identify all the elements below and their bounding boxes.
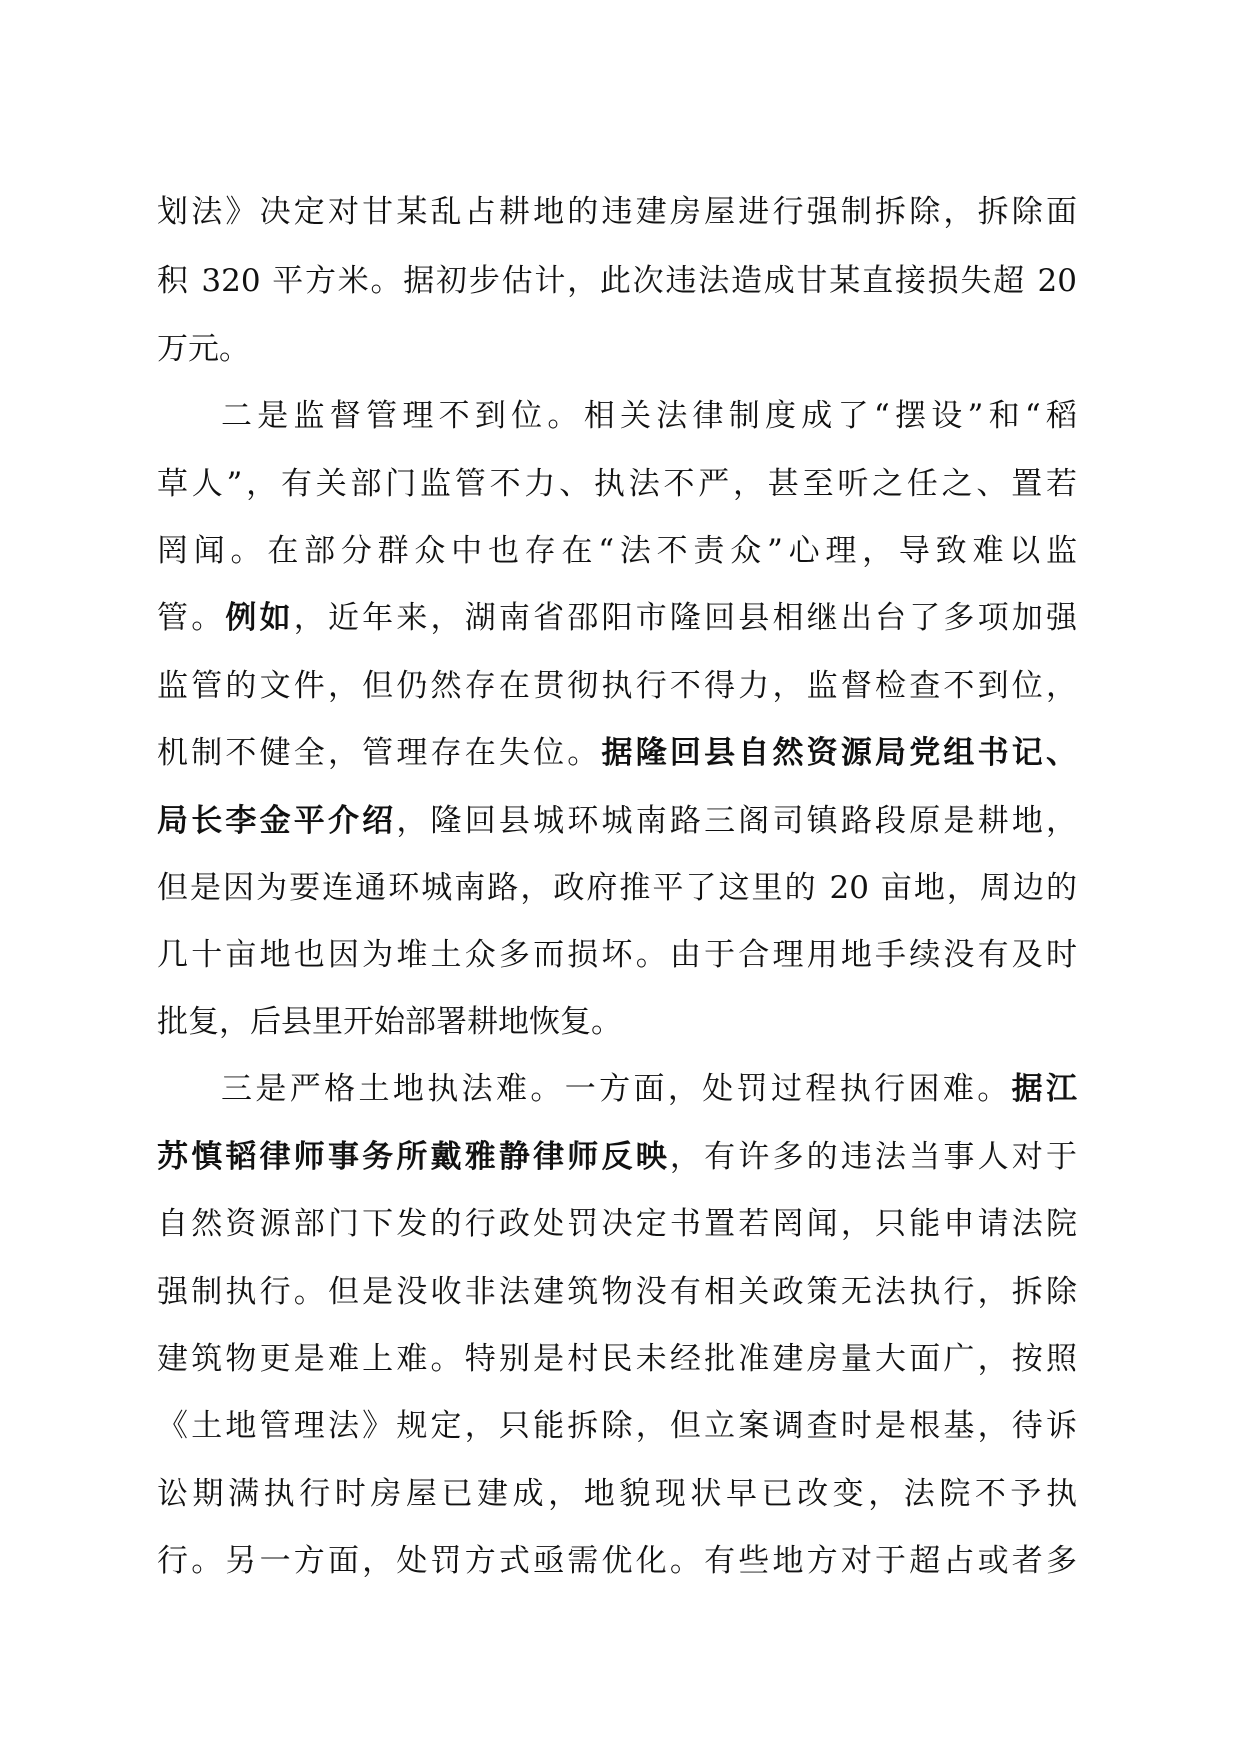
bold-text-run: 据隆回县自然资源局党组书记、 xyxy=(601,735,1077,771)
paragraph-line xyxy=(157,795,1077,847)
text-run: 《土地管理法》规定，只能拆除，但立案调查时是根基，待诉 xyxy=(157,1408,1077,1444)
text-run: 但是因为要连通环城南路，政府推平了这里的 20 亩地，周边的 xyxy=(157,870,1077,906)
text-run: ，近年来，湖南省邵阳市隆回县相继出台了多项加强 xyxy=(293,600,1078,636)
paragraph-line xyxy=(157,1266,1077,1318)
paragraph-line xyxy=(157,186,1077,238)
paragraph-line xyxy=(157,1131,1077,1183)
text-run: 批复，后县里开始部署耕地恢复。 xyxy=(157,1004,622,1040)
paragraph-line xyxy=(157,1468,1077,1520)
paragraph-line xyxy=(157,727,1077,779)
text-run: 积 320 平方米。据初步估计，此次违法造成甘某直接损失超 20 xyxy=(157,263,1077,299)
text-run: 二是监督管理不到位。相关法律制度成了“摆设”和“稻 xyxy=(221,398,1077,434)
text-run: 划法》决定对甘某乱占耕地的违建房屋进行强制拆除，拆除面 xyxy=(157,194,1077,230)
paragraph-line xyxy=(157,1333,1077,1385)
text-run: 建筑物更是难上难。特别是村民未经批准建房量大面广，按照 xyxy=(157,1341,1077,1377)
bold-text-run: 苏慎韬律师事务所戴雅静律师反映 xyxy=(157,1139,670,1175)
paragraph-line xyxy=(157,525,1077,577)
text-run: 自然资源部门下发的行政处罚决定书置若罔闻，只能申请法院 xyxy=(157,1206,1077,1242)
paragraph-line xyxy=(157,996,1077,1048)
paragraph-line xyxy=(157,1198,1077,1250)
paragraph-line xyxy=(157,1535,1077,1587)
paragraph-line xyxy=(157,592,1077,644)
paragraph-line xyxy=(157,458,1077,510)
text-run: 草人”，有关部门监管不力、执法不严，甚至听之任之、置若 xyxy=(157,466,1077,502)
text-run: ，隆回县城环城南路三阁司镇路段原是耕地， xyxy=(396,803,1078,839)
paragraph-line xyxy=(221,1063,1077,1115)
paragraph-line xyxy=(157,660,1077,712)
bold-text-run: 局长李金平介绍 xyxy=(157,803,397,839)
text-run: 机制不健全，管理存在失位。 xyxy=(157,735,602,771)
paragraph-line xyxy=(157,323,1077,375)
bold-text-run: 例如 xyxy=(225,600,294,636)
text-run: 三是严格土地执法难。一方面，处罚过程执行困难。 xyxy=(221,1071,1012,1107)
paragraph-line xyxy=(157,929,1077,981)
text-run: 讼期满执行时房屋已建成，地貌现状早已改变，法院不予执 xyxy=(157,1476,1077,1512)
text-run: 万元。 xyxy=(157,331,250,367)
text-run: 罔闻。在部分群众中也存在“法不责众”心理，导致难以监 xyxy=(157,533,1077,569)
paragraph-line xyxy=(157,255,1077,307)
bold-text-run: 据江 xyxy=(1011,1071,1077,1107)
paragraph-line xyxy=(157,862,1077,914)
text-run: 行。另一方面，处罚方式亟需优化。有些地方对于超占或者多 xyxy=(157,1543,1077,1579)
paragraph-line xyxy=(221,390,1077,442)
text-run: 强制执行。但是没收非法建筑物没有相关政策无法执行，拆除 xyxy=(157,1274,1077,1310)
paragraph-line xyxy=(157,1400,1077,1452)
text-run: 管。 xyxy=(157,600,226,636)
text-run: 几十亩地也因为堆土众多而损坏。由于合理用地手续没有及时 xyxy=(157,937,1077,973)
text-run: 监管的文件，但仍然存在贯彻执行不得力，监督检查不到位， xyxy=(157,668,1077,704)
text-run: ，有许多的违法当事人对于 xyxy=(669,1139,1078,1175)
